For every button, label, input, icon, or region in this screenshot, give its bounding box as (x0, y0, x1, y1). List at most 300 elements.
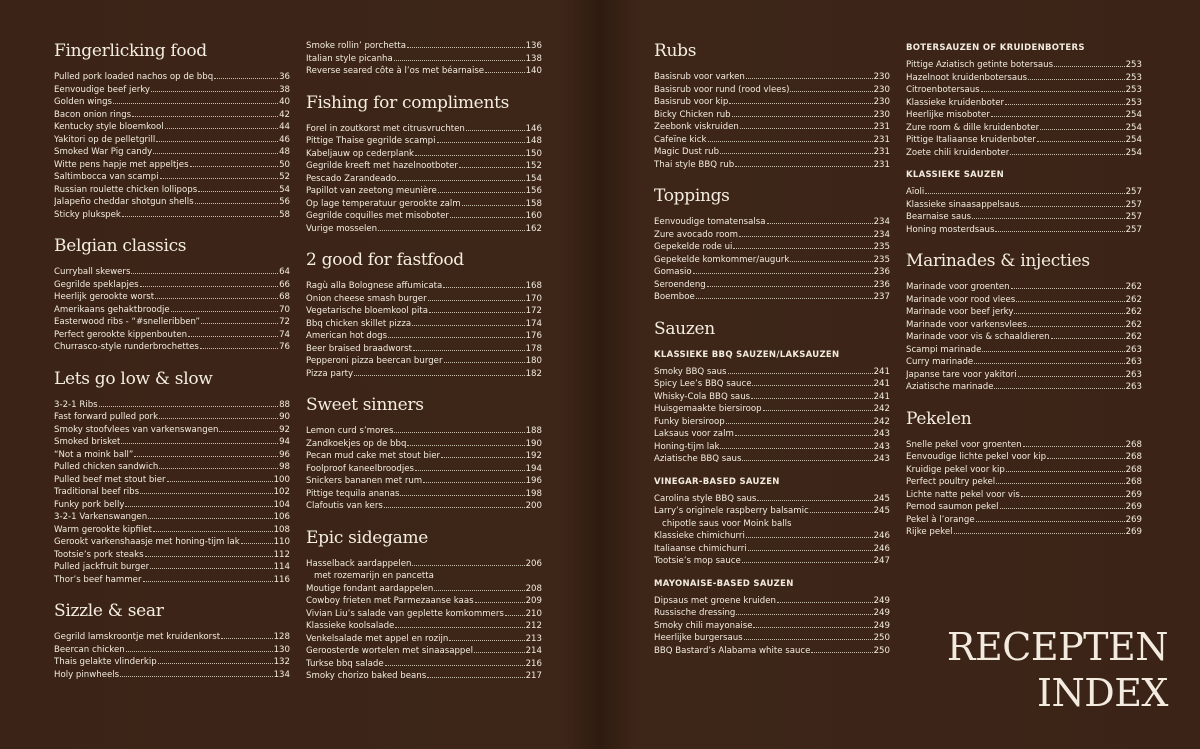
page-number: 64 (279, 267, 290, 277)
recipe-name: Aïoli (906, 187, 925, 197)
page-number: 66 (279, 279, 290, 290)
recipe-name: Pepperoni pizza beercan burger (306, 356, 443, 366)
recipe-name: Geroosterde wortelen met sinaasappel (306, 646, 474, 656)
subsection (654, 349, 890, 466)
recipe-name: Japanse tare voor yakitori (906, 369, 1017, 380)
recipe-name: Yakitori op de pelletgrill (54, 134, 156, 145)
dot-leader (1014, 313, 1124, 314)
recipe-name: Smoky chili mayonaise (654, 620, 753, 631)
page-number: 98 (279, 462, 290, 472)
recipe-name: Curryball skewers (54, 267, 131, 277)
recipe-name: Huisgemaakte biersiroop (654, 404, 762, 414)
subsection-heading: KLASSIEKE BBQ SAUZEN/LAKSAUZEN (654, 349, 840, 360)
index-section (306, 92, 542, 236)
recipe-name: Tootsie’s pork steaks (54, 549, 144, 560)
recipe-name: Klassieke koolsalade (306, 621, 395, 631)
page-number: 148 (525, 136, 542, 146)
page-number: 246 (873, 543, 890, 554)
dot-leader (159, 468, 278, 469)
recipe-name: Dipsaus met groene kruiden (654, 595, 776, 606)
recipe-entry (906, 356, 1142, 369)
page-number: 92 (279, 424, 290, 435)
index-column-1 (54, 40, 290, 695)
page-number: 58 (279, 209, 290, 220)
page-number: 245 (873, 493, 890, 504)
recipe-list (306, 425, 542, 513)
dot-leader (736, 614, 872, 615)
page-number: 52 (279, 172, 290, 182)
recipe-name: Boemboe (654, 292, 695, 302)
dot-leader (167, 481, 273, 482)
recipe-entry (54, 171, 290, 184)
recipe-list (306, 40, 542, 78)
page-number: 234 (873, 229, 890, 240)
dot-leader (991, 116, 1125, 117)
recipe-entry (654, 109, 890, 122)
recipe-name: BBQ Bastard’s Alabama white sauce (654, 645, 811, 656)
index-section (306, 527, 542, 683)
recipe-name: Pulled chicken sandwich (54, 462, 159, 472)
page-number: 262 (1125, 332, 1142, 342)
recipe-entry (54, 266, 290, 279)
page-number: 214 (525, 646, 542, 656)
dot-leader (1018, 376, 1125, 377)
dot-leader (134, 456, 278, 457)
page-number: 243 (873, 454, 890, 464)
dot-leader (241, 543, 273, 544)
section-title: Pekelen (906, 408, 972, 429)
page-number: 257 (1125, 224, 1142, 235)
dot-leader (415, 155, 525, 156)
page-number: 231 (873, 159, 890, 170)
recipe-name: Lichte natte pekel voor vis (906, 489, 1020, 500)
recipe-name: Citroenbotersaus (906, 85, 980, 95)
recipe-name: Carolina style BBQ saus (654, 493, 757, 504)
recipe-entry (906, 306, 1142, 319)
recipe-name: Smoke rollin’ porchetta (306, 41, 406, 51)
dot-leader (148, 518, 272, 519)
dot-leader (450, 217, 525, 218)
recipe-entry (906, 84, 1142, 97)
recipe-entry (54, 411, 290, 424)
recipe-name: Kabeljauw op cederplank (306, 148, 415, 159)
recipe-list (654, 71, 890, 171)
dot-leader (1011, 288, 1125, 289)
page-number: 94 (279, 437, 290, 447)
page-number: 262 (1125, 319, 1142, 330)
index-section (306, 40, 542, 78)
recipe-name: Cowboy frieten met Parmezaanse kaas (306, 596, 474, 606)
recipe-name: Laksaus voor zalm (654, 429, 734, 439)
recipe-name: Smoked War Pig candy (54, 147, 153, 157)
recipe-entry (654, 366, 890, 379)
recipe-name: Pulled jackfruit burger (54, 562, 150, 572)
recipe-name: Gerookt varkenshaasje met honing-tijm lak (54, 537, 240, 547)
dot-leader (378, 230, 524, 231)
recipe-name: Op lage temperatuur gerookte zalm (306, 198, 461, 209)
recipe-name: Clafoutis van kers (306, 501, 383, 511)
page-number: 168 (525, 281, 542, 291)
recipe-entry (654, 241, 890, 254)
page-number: 190 (525, 438, 542, 449)
recipe-name: Honing mosterdsaus (906, 224, 995, 235)
page-number: 269 (1125, 527, 1142, 537)
dot-leader (153, 531, 273, 532)
recipe-entry (54, 109, 290, 122)
dot-leader (151, 91, 278, 92)
page-number: 262 (1125, 282, 1142, 292)
dot-leader (354, 375, 524, 376)
recipe-entry (54, 631, 290, 644)
dot-leader (99, 406, 278, 407)
dot-leader (145, 556, 273, 557)
page-number: 182 (525, 368, 542, 379)
index-column-2 (306, 40, 542, 697)
page-number: 243 (873, 429, 890, 439)
page-number: 100 (273, 474, 290, 485)
section-title: Belgian classics (54, 236, 187, 256)
dot-leader (1005, 104, 1125, 105)
recipe-name-continued: chipotle saus voor Moink balls (662, 518, 792, 529)
dot-leader (407, 445, 524, 446)
dot-leader (159, 418, 278, 419)
page-number: 192 (525, 451, 542, 461)
index-column-4 (906, 40, 1142, 553)
recipe-entry (306, 173, 542, 186)
recipe-entry (306, 65, 542, 78)
recipe-name: Hazelnoot kruidenbotersaus (906, 72, 1028, 83)
page-number: 44 (279, 122, 290, 132)
page-number: 152 (525, 161, 542, 171)
recipe-entry (654, 595, 890, 608)
recipe-name: Marinade voor varkensvlees (906, 319, 1027, 330)
recipe-entry (306, 223, 542, 236)
page-number: 102 (273, 487, 290, 497)
page-number: 158 (525, 198, 542, 209)
recipe-name: Funky pork belly (54, 499, 125, 510)
recipe-name: Rijke pekel (906, 527, 953, 537)
recipe-name: Marinade voor groenten (906, 282, 1010, 292)
dot-leader (1028, 326, 1125, 327)
dot-leader (996, 483, 1124, 484)
dot-leader (746, 537, 873, 538)
recipe-name: Thais gelakte vlinderkip (54, 657, 157, 667)
recipe-entry (306, 595, 542, 608)
recipe-name: Heerlijke burgersaus (654, 633, 743, 643)
page-number: 250 (873, 633, 890, 643)
page-number: 200 (525, 501, 542, 511)
dot-leader (165, 128, 278, 129)
dot-leader (394, 432, 524, 433)
recipe-entry (654, 428, 890, 441)
recipe-name: Turkse bbq salade (306, 658, 384, 669)
recipe-entry (654, 416, 890, 429)
recipe-entry (54, 84, 290, 97)
recipe-name: Lemon curd s’mores (306, 426, 394, 436)
page-number: 269 (1125, 514, 1142, 525)
page-number: 247 (873, 556, 890, 566)
dot-leader (443, 287, 524, 288)
page-number: 108 (273, 524, 290, 535)
recipe-name: Gomasio (654, 267, 692, 277)
dot-leader (739, 236, 873, 237)
recipe-name: Witte pens hapje met appeltjes (54, 159, 189, 170)
page-number: 128 (273, 632, 290, 642)
recipe-list (906, 439, 1142, 539)
recipe-entry (54, 209, 290, 222)
recipe-entry (306, 53, 542, 66)
recipe-entry (654, 543, 890, 556)
dot-leader (437, 142, 525, 143)
dot-leader (415, 470, 525, 471)
dot-leader (994, 388, 1124, 389)
page-number: 36 (279, 72, 290, 82)
dot-leader (733, 248, 872, 249)
recipe-entry (306, 355, 542, 368)
dot-leader (395, 627, 524, 628)
recipe-name: Cafeïne kick (654, 134, 707, 145)
recipe-name: Churrasco-style runderbrochettes (54, 342, 199, 352)
subsection-heading: VINEGAR-BASED SAUZEN (654, 476, 780, 487)
recipe-entry (54, 511, 290, 524)
recipe-name: Bacon onion rings (54, 109, 132, 120)
page-number: 74 (279, 329, 290, 340)
page-number: 242 (873, 404, 890, 414)
dot-leader (720, 153, 873, 154)
index-column-3 (654, 40, 890, 671)
recipe-name: Tootsie’s mop sauce (654, 556, 741, 566)
page-number: 262 (1125, 307, 1142, 317)
recipe-entry (654, 229, 890, 242)
page-number: 106 (273, 512, 290, 522)
page-number: 54 (279, 184, 290, 195)
recipe-name: Pittige Italiaanse kruidenboter (906, 135, 1036, 145)
dot-leader (190, 166, 279, 167)
page-number: 263 (1125, 344, 1142, 355)
subsection (906, 169, 1142, 236)
dot-leader (171, 311, 278, 312)
recipe-name: Russian roulette chicken lollipops (54, 184, 198, 195)
page-number: 208 (525, 583, 542, 594)
index-section (654, 185, 890, 304)
recipe-name: Smoked brisket (54, 437, 121, 447)
page-number: 40 (279, 97, 290, 107)
dot-leader (188, 336, 278, 337)
recipe-entry (306, 368, 542, 381)
recipe-entry (306, 330, 542, 343)
recipe-list (906, 59, 1142, 159)
book-title-line-2: INDEX (1036, 671, 1168, 715)
dot-leader (160, 178, 278, 179)
recipe-entry (306, 123, 542, 136)
recipe-entry (54, 449, 290, 462)
dot-leader (746, 78, 873, 79)
recipe-list (306, 280, 542, 380)
index-section (654, 318, 890, 658)
dot-leader (752, 385, 872, 386)
recipe-name: Perfect gerookte kippenbouten (54, 329, 188, 340)
page-number: 243 (873, 441, 890, 452)
dot-leader (748, 550, 873, 551)
recipe-entry (54, 669, 290, 682)
recipe-entry (306, 670, 542, 683)
dot-leader (200, 348, 278, 349)
recipe-entry (306, 293, 542, 306)
recipe-name: Larry’s originele raspberry balsamic (654, 506, 809, 516)
recipe-name: Thor’s beef hammer (54, 574, 142, 585)
recipe-name: Klassieke chimichurri (654, 531, 745, 541)
index-section (306, 249, 542, 380)
recipe-entry (654, 146, 890, 159)
recipe-name: Gegrilde speklapjes (54, 279, 139, 290)
recipe-entry (654, 505, 890, 530)
dot-leader (400, 495, 524, 496)
dot-leader (732, 116, 873, 117)
recipe-name: Smoky BBQ saus (654, 366, 727, 377)
recipe-entry (906, 134, 1142, 147)
dot-leader (696, 298, 873, 299)
dot-leader (125, 506, 272, 507)
recipe-name: Snickers bananen met rum (306, 476, 423, 486)
dot-leader (459, 167, 525, 168)
dot-leader (1028, 79, 1125, 80)
recipe-entry (906, 109, 1142, 122)
dot-leader (790, 261, 872, 262)
page-number: 236 (873, 267, 890, 277)
page-number: 212 (525, 621, 542, 631)
recipe-name: Gepekelde rode ui (654, 242, 733, 252)
dot-leader (995, 231, 1124, 232)
dot-leader (744, 639, 873, 640)
subsection-heading: BOTERSAUZEN OF KRUIDENBOTERS (906, 43, 1085, 53)
recipe-entry (906, 526, 1142, 539)
page-number: 136 (525, 41, 542, 51)
dot-leader (742, 562, 873, 563)
dot-leader (1047, 458, 1124, 459)
index-section (54, 368, 290, 587)
recipe-name: Basisrub voor rund (rood vlees) (654, 84, 790, 95)
page-number: 46 (279, 134, 290, 145)
dot-leader (153, 153, 278, 154)
page-number: 253 (1125, 60, 1142, 70)
dot-leader (113, 103, 278, 104)
page-number: 209 (525, 596, 542, 606)
recipe-name: Zure avocado room (654, 229, 738, 240)
dot-leader (485, 72, 525, 73)
recipe-name: American hot dogs (306, 331, 388, 341)
recipe-name: Gegrild lamskroontje met kruidenkorst (54, 632, 221, 642)
recipe-entry (654, 530, 890, 543)
page-number: 236 (873, 279, 890, 290)
section-title: Toppings (654, 186, 730, 206)
dot-leader (767, 223, 873, 224)
section-title: Sauzen (654, 318, 715, 339)
page-number: 268 (1125, 477, 1142, 487)
dot-leader (742, 460, 872, 461)
dot-leader (693, 273, 873, 274)
dot-leader (158, 663, 273, 664)
page-number: 172 (525, 306, 542, 316)
page-number: 42 (279, 109, 290, 120)
page-number: 114 (273, 562, 290, 572)
dot-leader (429, 312, 525, 313)
page-number: 245 (873, 506, 890, 516)
recipe-name: Vivian Liu’s salade van geplette komkommers (306, 608, 504, 619)
recipe-entry (54, 184, 290, 197)
dot-leader (121, 443, 278, 444)
page-number: 198 (525, 488, 542, 499)
dot-leader (1010, 154, 1124, 155)
dot-leader (407, 47, 525, 48)
recipe-entry (654, 403, 890, 416)
dot-leader (423, 482, 524, 483)
recipe-name: Pecan mud cake met stout bier (306, 451, 441, 461)
recipe-entry (54, 474, 290, 487)
recipe-name: Seroendeng (654, 279, 706, 290)
dot-leader (925, 193, 1124, 194)
dot-leader (982, 351, 1124, 352)
recipe-name: “Not a moink ball” (54, 449, 134, 460)
page-number: 96 (279, 449, 290, 460)
page-number: 88 (279, 399, 290, 410)
page-number: 249 (873, 620, 890, 631)
dot-leader (1000, 508, 1125, 509)
page-number: 235 (873, 254, 890, 265)
recipe-entry (654, 159, 890, 172)
page-number: 254 (1125, 110, 1142, 120)
recipe-entry (54, 461, 290, 474)
recipe-entry (654, 607, 890, 620)
index-section (54, 40, 290, 221)
recipe-list (906, 281, 1142, 394)
dot-leader (981, 91, 1125, 92)
recipe-entry (306, 633, 542, 646)
page-number: 48 (279, 147, 290, 157)
dot-leader (707, 286, 873, 287)
recipe-name: 3-2-1 Ribs (54, 399, 98, 410)
recipe-name: Ragù alla Bolognese affumicata (306, 281, 443, 291)
dot-leader (1023, 446, 1125, 447)
dot-leader (735, 166, 872, 167)
recipe-entry (654, 121, 890, 134)
recipe-name: Pernod saumon pekel (906, 502, 999, 512)
recipe-name: Pulled beef met stout bier (54, 474, 166, 485)
recipe-entry (654, 391, 890, 404)
dot-leader (434, 590, 524, 591)
recipe-name: Pulled pork loaded nachos op de bbq (54, 72, 214, 82)
recipe-list (54, 631, 290, 681)
recipe-name: Spicy Lee’s BBQ sauce (654, 379, 752, 389)
dot-leader (972, 218, 1124, 219)
section-title: Epic sidegame (306, 527, 429, 548)
page-number: 253 (1125, 97, 1142, 108)
recipe-name: Amerikaans gehaktbroodje (54, 304, 170, 315)
page-number: 50 (279, 159, 290, 170)
page-number: 249 (873, 595, 890, 606)
recipe-entry (54, 549, 290, 562)
dot-leader (428, 300, 525, 301)
page-number: 140 (525, 66, 542, 76)
page-number: 268 (1125, 452, 1142, 462)
page-number: 150 (525, 148, 542, 159)
recipe-entry (906, 72, 1142, 85)
dot-leader (214, 78, 278, 79)
page-number: 254 (1125, 147, 1142, 158)
recipe-entry (306, 343, 542, 356)
recipe-entry (906, 451, 1142, 464)
dot-leader (753, 627, 872, 628)
page-number: 213 (525, 633, 542, 644)
